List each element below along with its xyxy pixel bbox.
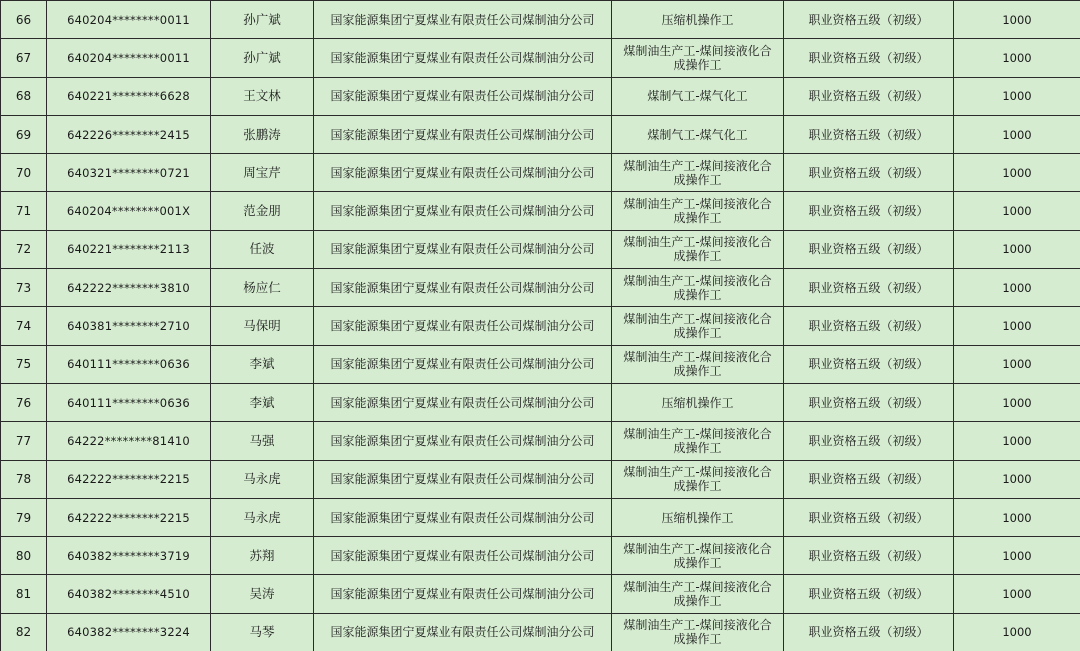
row-number-cell[interactable]: 77 [1,422,47,460]
qualification-level-cell[interactable]: 职业资格五级（初级） [784,345,954,383]
qualification-level-cell[interactable]: 职业资格五级（初级） [784,383,954,421]
row-number-cell[interactable]: 66 [1,1,47,39]
job-title-cell[interactable]: 煤制油生产工-煤间接液化合成操作工 [612,575,784,613]
organization-cell[interactable]: 国家能源集团宁夏煤业有限责任公司煤制油分公司 [314,383,612,421]
amount-cell[interactable]: 1000 [954,115,1080,153]
row-number-cell[interactable]: 74 [1,307,47,345]
id-number-cell[interactable]: 640111********0636 [47,345,211,383]
qualification-level-cell[interactable]: 职业资格五级（初级） [784,115,954,153]
job-title-cell[interactable]: 压缩机操作工 [612,383,784,421]
id-number-cell[interactable]: 640382********4510 [47,575,211,613]
qualification-level-cell[interactable]: 职业资格五级（初级） [784,39,954,77]
id-number-cell[interactable]: 640111********0636 [47,383,211,421]
organization-cell[interactable]: 国家能源集团宁夏煤业有限责任公司煤制油分公司 [314,269,612,307]
table-body [1,1,1080,651]
name-cell[interactable]: 周宝芹 [211,154,314,192]
id-number-cell[interactable]: 640381********2710 [47,307,211,345]
row-number-cell[interactable]: 69 [1,115,47,153]
table-row[interactable] [1,1,1080,39]
amount-cell[interactable]: 1000 [954,77,1080,115]
amount-cell[interactable]: 1000 [954,345,1080,383]
table-row[interactable] [1,537,1080,575]
id-number-cell[interactable]: 642222********3810 [47,269,211,307]
id-number-cell[interactable]: 640382********3719 [47,537,211,575]
qualification-level-cell[interactable]: 职业资格五级（初级） [784,613,954,651]
name-cell[interactable]: 马琴 [211,613,314,651]
id-number-cell[interactable]: 64222********81410 [47,422,211,460]
name-cell[interactable]: 杨应仁 [211,269,314,307]
name-cell[interactable]: 苏翔 [211,537,314,575]
name-cell[interactable]: 马保明 [211,307,314,345]
id-number-cell[interactable]: 640382********3224 [47,613,211,651]
organization-cell[interactable]: 国家能源集团宁夏煤业有限责任公司煤制油分公司 [314,460,612,498]
amount-cell[interactable]: 1000 [954,537,1080,575]
organization-cell[interactable]: 国家能源集团宁夏煤业有限责任公司煤制油分公司 [314,230,612,268]
job-title-cell[interactable]: 压缩机操作工 [612,498,784,536]
organization-cell[interactable]: 国家能源集团宁夏煤业有限责任公司煤制油分公司 [314,39,612,77]
organization-cell[interactable]: 国家能源集团宁夏煤业有限责任公司煤制油分公司 [314,345,612,383]
table-row[interactable] [1,269,1080,307]
organization-cell[interactable]: 国家能源集团宁夏煤业有限责任公司煤制油分公司 [314,115,612,153]
job-title-cell[interactable]: 煤制油生产工-煤间接液化合成操作工 [612,269,784,307]
table-row[interactable] [1,307,1080,345]
job-title-cell[interactable]: 煤制油生产工-煤间接液化合成操作工 [612,192,784,230]
table-row[interactable] [1,39,1080,77]
name-cell[interactable]: 孙广斌 [211,39,314,77]
id-number-cell[interactable]: 640204********0011 [47,39,211,77]
name-cell[interactable]: 马永虎 [211,460,314,498]
amount-cell[interactable]: 1000 [954,230,1080,268]
table-row[interactable] [1,77,1080,115]
name-cell[interactable]: 李斌 [211,383,314,421]
amount-cell[interactable]: 1000 [954,575,1080,613]
row-number-cell[interactable]: 75 [1,345,47,383]
organization-cell[interactable]: 国家能源集团宁夏煤业有限责任公司煤制油分公司 [314,307,612,345]
table-row[interactable] [1,154,1080,192]
row-number-cell[interactable]: 81 [1,575,47,613]
table-row[interactable] [1,192,1080,230]
id-number-cell[interactable]: 642222********2215 [47,498,211,536]
organization-cell[interactable]: 国家能源集团宁夏煤业有限责任公司煤制油分公司 [314,77,612,115]
qualification-level-cell[interactable]: 职业资格五级（初级） [784,154,954,192]
row-number-cell[interactable]: 78 [1,460,47,498]
job-title-cell[interactable]: 煤制气工-煤气化工 [612,115,784,153]
amount-cell[interactable]: 1000 [954,498,1080,536]
qualification-level-cell[interactable]: 职业资格五级（初级） [784,230,954,268]
amount-cell[interactable]: 1000 [954,460,1080,498]
organization-cell[interactable]: 国家能源集团宁夏煤业有限责任公司煤制油分公司 [314,422,612,460]
qualification-level-cell[interactable]: 职业资格五级（初级） [784,1,954,39]
job-title-cell[interactable]: 煤制油生产工-煤间接液化合成操作工 [612,613,784,651]
job-title-cell[interactable]: 煤制油生产工-煤间接液化合成操作工 [612,537,784,575]
row-number-cell[interactable]: 80 [1,537,47,575]
job-title-cell[interactable]: 煤制油生产工-煤间接液化合成操作工 [612,422,784,460]
row-number-cell[interactable]: 71 [1,192,47,230]
name-cell[interactable]: 吴涛 [211,575,314,613]
amount-cell[interactable]: 1000 [954,269,1080,307]
amount-cell[interactable]: 1000 [954,154,1080,192]
job-title-cell[interactable]: 煤制油生产工-煤间接液化合成操作工 [612,154,784,192]
table-row[interactable] [1,498,1080,536]
name-cell[interactable]: 张鹏涛 [211,115,314,153]
organization-cell[interactable]: 国家能源集团宁夏煤业有限责任公司煤制油分公司 [314,154,612,192]
row-number-cell[interactable]: 67 [1,39,47,77]
row-number-cell[interactable]: 82 [1,613,47,651]
name-cell[interactable]: 马永虎 [211,498,314,536]
organization-cell[interactable]: 国家能源集团宁夏煤业有限责任公司煤制油分公司 [314,575,612,613]
amount-cell[interactable]: 1000 [954,1,1080,39]
amount-cell[interactable]: 1000 [954,307,1080,345]
row-number-cell[interactable]: 72 [1,230,47,268]
amount-cell[interactable]: 1000 [954,422,1080,460]
table-row[interactable] [1,383,1080,421]
qualification-level-cell[interactable]: 职业资格五级（初级） [784,422,954,460]
job-title-cell[interactable]: 煤制油生产工-煤间接液化合成操作工 [612,345,784,383]
amount-cell[interactable]: 1000 [954,613,1080,651]
amount-cell[interactable]: 1000 [954,383,1080,421]
table-row[interactable] [1,575,1080,613]
job-title-cell[interactable]: 压缩机操作工 [612,1,784,39]
organization-cell[interactable]: 国家能源集团宁夏煤业有限责任公司煤制油分公司 [314,537,612,575]
amount-cell[interactable]: 1000 [954,192,1080,230]
qualification-level-cell[interactable]: 职业资格五级（初级） [784,575,954,613]
job-title-cell[interactable]: 煤制气工-煤气化工 [612,77,784,115]
table-row[interactable] [1,345,1080,383]
job-title-cell[interactable]: 煤制油生产工-煤间接液化合成操作工 [612,460,784,498]
table-row[interactable] [1,115,1080,153]
organization-cell[interactable]: 国家能源集团宁夏煤业有限责任公司煤制油分公司 [314,192,612,230]
organization-cell[interactable]: 国家能源集团宁夏煤业有限责任公司煤制油分公司 [314,613,612,651]
name-cell[interactable]: 范金朋 [211,192,314,230]
row-number-cell[interactable]: 79 [1,498,47,536]
id-number-cell[interactable]: 640204********001X [47,192,211,230]
job-title-cell[interactable]: 煤制油生产工-煤间接液化合成操作工 [612,307,784,345]
name-cell[interactable]: 孙广斌 [211,1,314,39]
qualification-level-cell[interactable]: 职业资格五级（初级） [784,537,954,575]
id-number-cell[interactable]: 642226********2415 [47,115,211,153]
name-cell[interactable]: 李斌 [211,345,314,383]
table-row[interactable] [1,613,1080,651]
organization-cell[interactable]: 国家能源集团宁夏煤业有限责任公司煤制油分公司 [314,1,612,39]
amount-cell[interactable]: 1000 [954,39,1080,77]
qualification-level-cell[interactable]: 职业资格五级（初级） [784,269,954,307]
table-row[interactable] [1,422,1080,460]
job-title-cell[interactable]: 煤制油生产工-煤间接液化合成操作工 [612,230,784,268]
qualification-level-cell[interactable]: 职业资格五级（初级） [784,77,954,115]
id-number-cell[interactable]: 642222********2215 [47,460,211,498]
job-title-cell[interactable]: 煤制油生产工-煤间接液化合成操作工 [612,39,784,77]
row-number-cell[interactable]: 70 [1,154,47,192]
id-number-cell[interactable]: 640204********0011 [47,1,211,39]
name-cell[interactable]: 王文林 [211,77,314,115]
qualification-level-cell[interactable]: 职业资格五级（初级） [784,307,954,345]
qualification-level-cell[interactable]: 职业资格五级（初级） [784,498,954,536]
table-row[interactable] [1,460,1080,498]
organization-cell[interactable]: 国家能源集团宁夏煤业有限责任公司煤制油分公司 [314,498,612,536]
row-number-cell[interactable]: 73 [1,269,47,307]
name-cell[interactable]: 任波 [211,230,314,268]
qualification-level-cell[interactable]: 职业资格五级（初级） [784,192,954,230]
id-number-cell[interactable]: 640221********2113 [47,230,211,268]
table-row[interactable] [1,230,1080,268]
name-cell[interactable]: 马强 [211,422,314,460]
qualification-level-cell[interactable]: 职业资格五级（初级） [784,460,954,498]
id-number-cell[interactable]: 640221********6628 [47,77,211,115]
id-number-cell[interactable]: 640321********0721 [47,154,211,192]
row-number-cell[interactable]: 76 [1,383,47,421]
row-number-cell[interactable]: 68 [1,77,47,115]
